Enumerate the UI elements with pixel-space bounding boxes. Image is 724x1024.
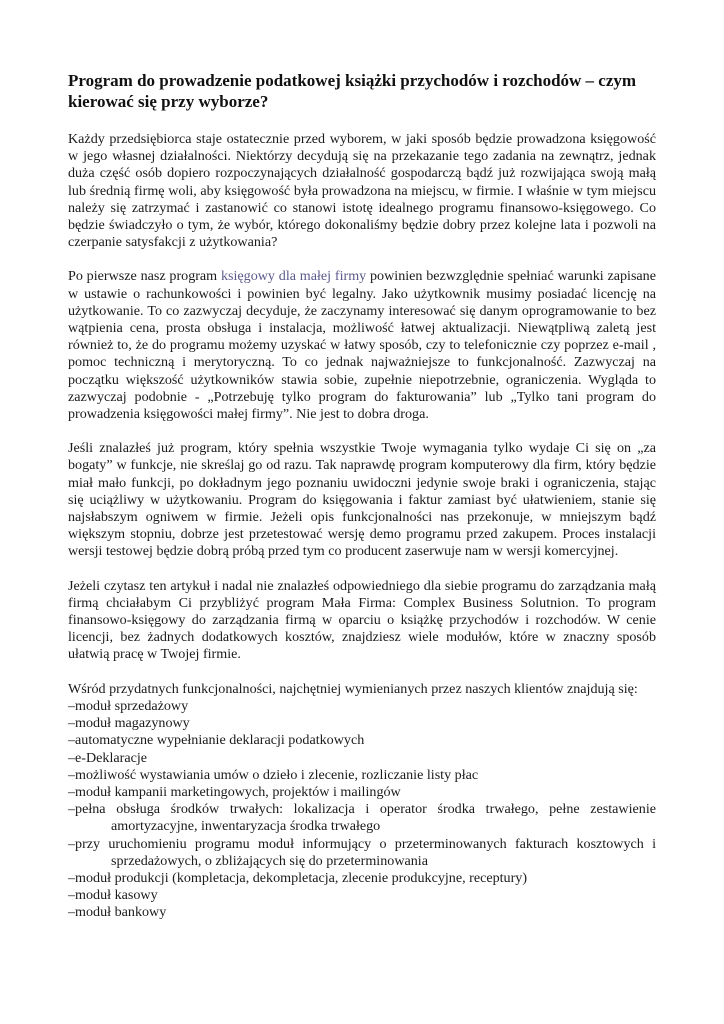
list-item [68,698,656,715]
list-item [68,801,656,835]
feature-text: przy uruchomieniu programu moduł informujący o przeterminowanych fakturach kosztowych i sprzedażowych, o zbliżających się do przeterminowania [75,835,656,869]
dash-marker: – [68,887,76,904]
feature-text: moduł produkcji (kompletacja, dekompletacja, zlecenie produkcyjne, receptury) [75,869,528,886]
list-item [68,784,656,801]
document-page [68,70,656,922]
dash-marker: – [68,697,76,714]
feature-text: moduł sprzedażowy [75,697,189,714]
dash-marker: – [68,749,76,766]
feature-text: moduł bankowy [75,904,167,921]
paragraph-intro: Każdy przedsiębiorca staje ostatecznie przed wyborem, w jaki sposób będzie prowadzona księgowość w jego własnej działalności. Niektórzy decydują się na przekazanie tego zadania na zewnątrz, jednak duża część osób dopiero rozpoczynających działalność gospodarczą bądź już rozwijająca swoją małą lub średnią firmę woli, aby księgowość była prowadzona na miejscu, w firmie. I właśnie w tym miejscu należy się zatrzymać i zastanowić co stanowi istotę idealnego programu finansowo-księgowego. Co będzie świadczyło o tym, że wybór, którego dokonaliśmy będzie dobry przez kolejne lata i pozwoli na czerpanie satysfakcji z użytkowania? [68,131,656,251]
list-item [68,887,656,904]
dash-marker: – [68,783,76,800]
list-item [68,750,656,767]
list-item [68,836,656,870]
paragraph-requirements [68,268,656,423]
dash-marker: – [68,869,76,886]
features-list [68,698,656,922]
feature-text: możliwość wystawiania umów o dzieło i zlecenie, rozliczanie listy płac [75,766,479,783]
dash-marker: – [68,732,76,749]
dash-marker: – [68,835,76,852]
dash-marker: – [68,766,76,783]
feature-text: moduł magazynowy [75,715,190,732]
feature-text: automatyczne wypełnianie deklaracji podatkowych [75,732,365,749]
features-intro: Wśród przydatnych funkcjonalności, najchętniej wymienianych przez naszych klientów znajdują się: [68,680,638,697]
list-item [68,870,656,887]
dash-marker: – [68,715,76,732]
dash-marker: – [68,801,76,818]
dash-marker: – [68,904,76,921]
list-item [68,904,656,921]
list-item [68,767,656,784]
accounting-program-link[interactable]: księgowy dla małej firmy [220,268,367,285]
document-title: Program do prowadzenie podatkowej książki przychodów i rozchodów – czym kierować się przy wyborze? [68,71,637,111]
feature-text: moduł kasowy [75,887,158,904]
list-item [68,715,656,732]
feature-text: e-Deklaracje [75,749,148,766]
list-item [68,732,656,749]
paragraph-functionality: Jeśli znalazłeś już program, który spełnia wszystkie Twoje wymagania tylko wydaje Ci się on „za bogaty” w funkcje, nie skreślaj go od razu. Tak naprawdę program komputerowy dla firm, który będzie miał mało funkcji, po dokładnym jego poznaniu uwidoczni jedynie swoje braki i ograniczenia, stając się uciążliwy w użytkowaniu. Program do księgowania i faktur zamiast być ułatwieniem, stanie się najsłabszym ogniwem w firmie. Jeżeli opis funkcjonalności nas przekonuje, w mniejszym bądź większym stopniu, dobrze jest przetestować wersję demo programu przed zakupem. Proces instalacji wersji testowej będzie dobrą próbą przed tym co producent zaserwuje nam w wersji komercyjnej. [68,440,656,560]
paragraph-product: Jeżeli czytasz ten artykuł i nadal nie znalazłeś odpowiedniego dla siebie programu do zarządzania małą firmą chciałabym Ci przybliżyć program Mała Firma: Complex Business Solutnion. To program finansowo-księgowy do zarządzania firmą w oparciu o książkę przychodów i rozchodów. W cenie licencji, bez żadnych dodatkowych kosztów, znajdziesz wiele modułów, które w znaczny sposób ułatwią pracę w Twojej firmie. [68,577,656,663]
feature-text: pełna obsługa środków trwałych: lokalizacja i operator środka trwałego, pełne zestawienie amortyzacyjne, inwentaryzacja środka trwałego [75,801,656,835]
paragraph-requirements-rest: powinien bezwzględnie spełniać warunki zapisane w ustawie o rachunkowości i powinien być legalny. Jako użytkownik musimy posiadać licencję na użytkowanie. To co zazwyczaj decyduje, że zaczynamy interesować się danym oprogramowanie to bez wątpienia cena, prosta obsługa i instalacja, możliwość łatwej aktualizacji. Niewątpliwą zaletą jest również to, że do programu możemy uzyskać w łatwy sposób, czy to telefonicznie czy poprzez e-mail , pomoc techniczną i merytoryczną. To co jednak najważniejsze to funkcjonalność. Zazwyczaj na początku większość użytkowników stawia sobie, zupełnie niepotrzebnie, ograniczenia. Wygląda to zazwyczaj podobnie - „Potrzebuję tylko program do fakturowania” lub „Tylko tani program do prowadzenia księgowości małej firmy”. Nie jest to dobra droga. [68,268,656,423]
paragraph-requirements-start: Po pierwsze nasz program [68,268,221,285]
feature-text: moduł kampanii marketingowych, projektów i mailingów [75,783,401,800]
